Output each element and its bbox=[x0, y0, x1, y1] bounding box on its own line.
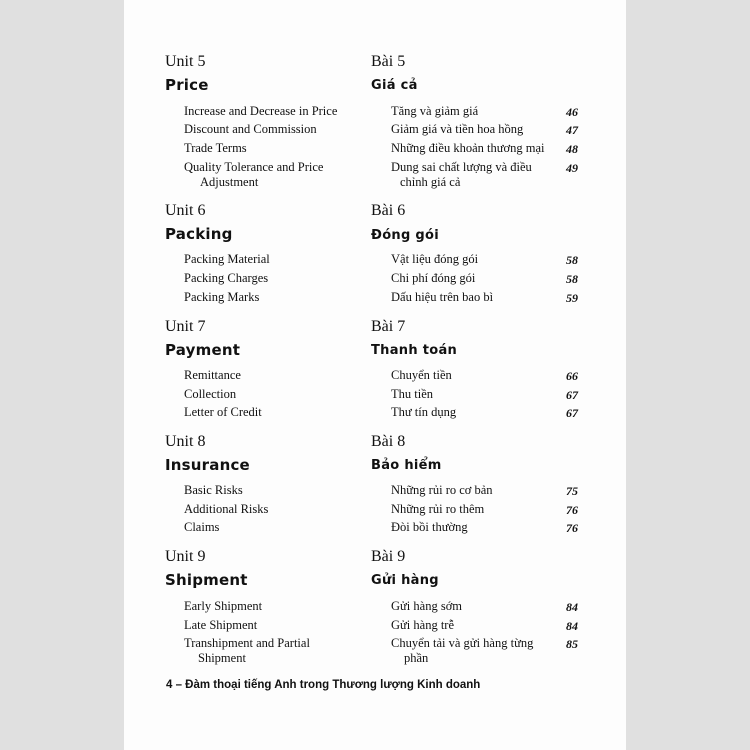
toc-entry-en: Transhipment and Partial bbox=[184, 636, 310, 650]
unit-title-vi: Bài 5 bbox=[371, 53, 406, 70]
unit-name-en: Shipment bbox=[165, 571, 248, 589]
toc-entry-en: Discount and Commission bbox=[184, 122, 317, 136]
toc-page-number: 59 bbox=[566, 291, 578, 305]
toc-page-number: 85 bbox=[566, 637, 578, 651]
toc-page-number: 47 bbox=[566, 123, 578, 137]
toc-entry-en: Letter of Credit bbox=[184, 405, 262, 419]
unit-title-en: Unit 9 bbox=[165, 548, 206, 565]
toc-entry-en: Remittance bbox=[184, 368, 241, 382]
toc-entry-en: Packing Charges bbox=[184, 271, 269, 285]
toc-page-number: 66 bbox=[566, 369, 578, 383]
toc-page-number: 46 bbox=[566, 105, 578, 119]
toc-entry-en: Basic Risks bbox=[184, 483, 243, 497]
toc-entry-vi: Gửi hàng sớm bbox=[391, 599, 463, 613]
toc-entry-en: Quality Tolerance and Price bbox=[184, 160, 324, 174]
unit-title-en: Unit 5 bbox=[165, 53, 206, 70]
toc-entry-en: Early Shipment bbox=[184, 599, 263, 613]
toc-entry-en-continued: Adjustment bbox=[200, 175, 259, 189]
toc-entry-en: Additional Risks bbox=[184, 502, 269, 516]
toc-entry-vi: Dung sai chất lượng và điều bbox=[391, 160, 532, 174]
toc-entry-en: Packing Marks bbox=[184, 290, 260, 304]
toc-entry-vi: Gửi hàng trễ bbox=[391, 618, 455, 632]
toc-entry-vi: Chuyển tải và gửi hàng từng bbox=[391, 636, 534, 650]
unit-name-vi: Đóng gói bbox=[371, 228, 440, 243]
unit-title-en: Unit 8 bbox=[165, 433, 206, 450]
toc-entry-vi: Tăng và giảm giá bbox=[391, 104, 479, 118]
document-page bbox=[124, 0, 626, 750]
unit-name-en: Price bbox=[165, 76, 209, 94]
toc-entry-vi: Vật liệu đóng gói bbox=[391, 252, 479, 266]
toc-entry-en: Claims bbox=[184, 520, 220, 534]
page-footer: 4 – Đàm thoại tiếng Anh trong Thương lượng Kinh doanh bbox=[166, 679, 481, 691]
toc-entry-vi: Giảm giá và tiền hoa hồng bbox=[391, 122, 524, 136]
toc-entry-en: Trade Terms bbox=[184, 141, 247, 155]
toc-entry-vi: Chi phí đóng gói bbox=[391, 271, 476, 285]
toc-entry-vi-continued: phần bbox=[404, 651, 429, 665]
toc-entry-en: Late Shipment bbox=[184, 618, 258, 632]
unit-name-en: Packing bbox=[165, 225, 233, 243]
toc-page-number: 84 bbox=[566, 600, 578, 614]
toc-page-number: 67 bbox=[566, 406, 578, 420]
unit-title-vi: Bài 8 bbox=[371, 433, 406, 450]
unit-title-en: Unit 7 bbox=[165, 318, 206, 335]
toc-entry-vi: Những rủi ro thêm bbox=[391, 502, 485, 516]
toc-page-number: 84 bbox=[566, 619, 578, 633]
unit-name-en: Payment bbox=[165, 341, 241, 359]
toc-page-number: 48 bbox=[566, 142, 578, 156]
toc-entry-en: Packing Material bbox=[184, 252, 270, 266]
toc-entry-vi: Thu tiền bbox=[391, 387, 434, 401]
unit-title-vi: Bài 7 bbox=[371, 318, 406, 335]
toc-page-number: 67 bbox=[566, 388, 578, 402]
toc-entry-vi: Chuyển tiền bbox=[391, 368, 452, 382]
toc-page-number: 58 bbox=[566, 272, 578, 286]
toc-entry-en-continued: Shipment bbox=[198, 651, 246, 665]
toc-entry-vi: Đòi bồi thường bbox=[391, 520, 468, 534]
toc-entry-vi-continued: chỉnh giá cả bbox=[400, 175, 461, 189]
toc-entry-en: Increase and Decrease in Price bbox=[184, 104, 338, 118]
unit-name-vi: Bảo hiểm bbox=[371, 458, 442, 473]
toc-page-number: 76 bbox=[566, 503, 578, 517]
toc-page-number: 49 bbox=[566, 161, 578, 175]
unit-name-vi: Giá cả bbox=[371, 78, 418, 93]
toc-entry-vi: Dấu hiệu trên bao bì bbox=[391, 290, 494, 304]
toc-entry-en: Collection bbox=[184, 387, 237, 401]
unit-title-vi: Bài 6 bbox=[371, 202, 406, 219]
toc-entry-vi: Những điều khoản thương mại bbox=[391, 141, 545, 155]
unit-name-vi: Gửi hàng bbox=[371, 573, 439, 588]
unit-name-vi: Thanh toán bbox=[371, 343, 458, 358]
toc-entry-vi: Thư tín dụng bbox=[391, 405, 457, 419]
unit-name-en: Insurance bbox=[165, 456, 250, 474]
toc-page-number: 76 bbox=[566, 521, 578, 535]
toc-entry-vi: Những rủi ro cơ bản bbox=[391, 483, 493, 497]
toc-page-number: 58 bbox=[566, 253, 578, 267]
unit-title-en: Unit 6 bbox=[165, 202, 206, 219]
toc-page-number: 75 bbox=[566, 484, 578, 498]
unit-title-vi: Bài 9 bbox=[371, 548, 406, 565]
